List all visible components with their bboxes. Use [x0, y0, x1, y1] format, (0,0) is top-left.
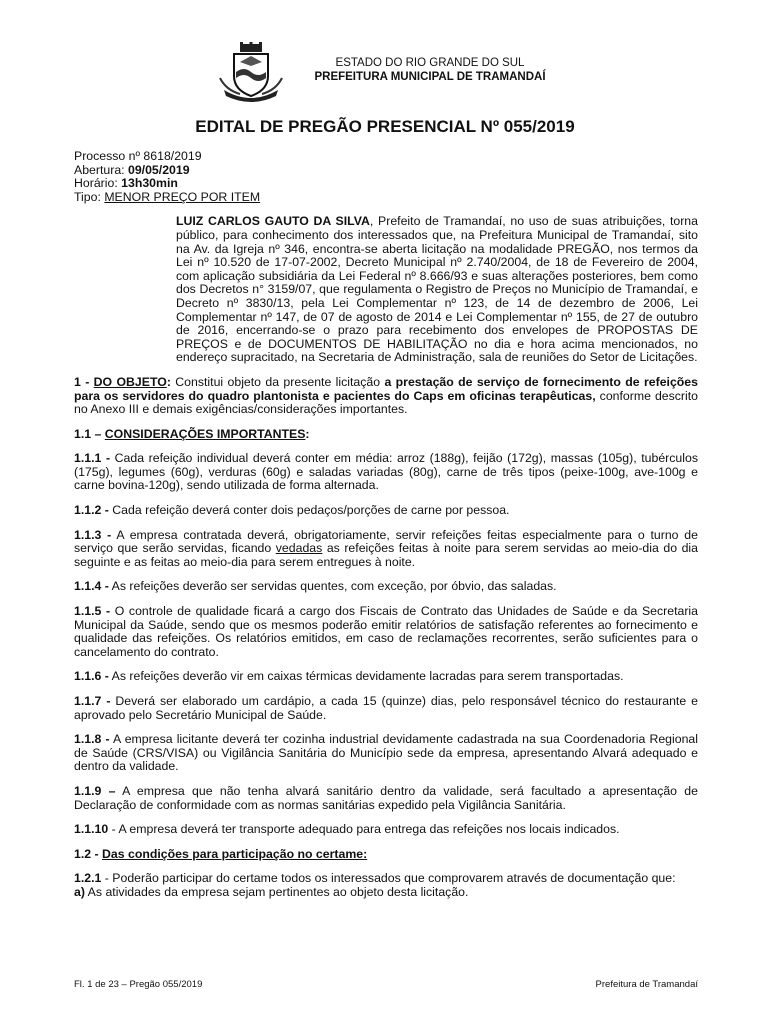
bid-type-value: MENOR PREÇO POR ITEM: [104, 189, 261, 204]
schedule-value: 13h30min: [121, 176, 178, 191]
item-text: A empresa licitante deverá ter cozinha industrial devidamente cadastrada na sua Coordenadoria Regional de Saúde (CRS/VISA) ou Vigilância Sanitária do Município sede da empresa, apresentando Alvará adequado e dentro da validade.: [74, 732, 698, 774]
coat-of-arms-icon: [216, 42, 286, 102]
section-1-tail: conforme descrito no Anexo III e demais exigências/considerações importantes.: [74, 388, 699, 417]
section-1-2-title: Das condições para participação no certame:: [102, 846, 368, 861]
item-text: - Poderão participar do certame todos os interessados que comprovarem através de documentação que:: [101, 871, 676, 886]
section-1-2-heading: [74, 848, 698, 862]
process-number: Processo nº 8618/2019: [74, 149, 202, 163]
section-1-1-number: 1.1 –: [74, 426, 105, 441]
item-text: Deverá ser elaborado um cardápio, a cada 15 (quinze) dias, pelo responsável técnico do restaurante e aprovado pelo Secretário Municipal de Saúde.: [74, 694, 698, 722]
item-1-1-10: [74, 823, 698, 837]
section-1-heading: DO OBJETO: [93, 374, 167, 389]
section-1-object: [74, 376, 698, 417]
item-text: As refeições deverão vir em caixas térmicas devidamente lacradas para serem transportadas.: [108, 669, 624, 684]
footer-organization: Prefeitura de Tramandaí: [595, 979, 698, 990]
item-number: 1.1.8 -: [74, 732, 110, 747]
item-text: A empresa contratada deverá, obrigatoriamente, servir refeições feitas especialmente para o turno de serviço que serão servidas, ficando: [74, 527, 698, 556]
item-number: 1.1.5 -: [74, 604, 111, 619]
section-1-object-bold: a prestação de serviço de fornecimento de refeições para os servidores do quadro plantonista e pacientes do Caps em oficinas terapêuticas,: [74, 374, 698, 403]
item-1-1-2: [74, 504, 698, 518]
item-underlined-word: vedadas: [275, 541, 323, 556]
item-letter: a): [74, 884, 85, 899]
section-1-text: Constitui objeto da presente licitação: [170, 374, 385, 389]
item-1-2-1: [74, 872, 698, 886]
intro-text: , Prefeito de Tramandaí, no uso de suas atribuições, torna público, para conhecimento dos interessados que, na Prefeitura Municipal de Tramandaí, sito na Av. da Igreja nº 346, encontra-se aberta licitação na modalidade PREGÃO, nos termos da Lei nº 10.520 de 17-07-2002, Decreto Municipal nº 2.740/2004, de 18 de Fevereiro de 2004, com aplicação subsidiária da Lei Federal nº 8.666/93 e suas alterações posteriores, bem como dos Decretos n° 3159/07, que regulamenta o Registro de Preços no Município de Tramandaí, e Decreto nº 3830/13, pela Lei Complementar nº 123, de 14 de dezembro de 2006, Lei Complementar nº 147, de 07 de agosto de 2014 e Lei Complementar nº 155, de 27 de outubro de 2016, encerrando-se o prazo para recebimento dos envelopes de PROPOSTAS DE PREÇOS e de DOCUMENTOS DE HABILITAÇÃO no dia e hora acima mencionados, no endereço supracitado, na Secretaria de Administração, sala de reuniões do Setor de Licitações.: [176, 214, 698, 365]
item-number: 1.1.2 -: [74, 503, 109, 518]
prefecture-name: PREFEITURA MUNICIPAL DE TRAMANDAÍ: [314, 71, 546, 83]
item-number: 1.1.3 -: [74, 527, 112, 542]
state-name: ESTADO DO RIO GRANDE DO SUL: [335, 57, 525, 69]
item-1-1-4: [74, 580, 698, 594]
item-1-1-7: [74, 695, 698, 722]
opening-date: [74, 164, 698, 178]
item-1-1-6: [74, 670, 698, 684]
document-title: EDITAL DE PREGÃO PRESENCIAL Nº 055/2019: [195, 117, 575, 136]
section-1-1-title: CONSIDERAÇÕES IMPORTANTES: [104, 426, 306, 441]
section-1-1-heading: [74, 428, 698, 442]
item-1-2-1-a: [74, 886, 698, 900]
item-text: A empresa que não tenha alvará sanitário dentro da validade, será facultado a apresentação de Declaração de conformidade com as normas sanitárias expedido pela Vigilância Sanitária.: [74, 783, 698, 812]
schedule-label: Horário:: [74, 176, 122, 191]
section-1-number: 1 -: [74, 374, 94, 389]
item-number: 1.1.6 -: [74, 669, 109, 684]
item-1-1-1: [74, 452, 698, 493]
section-1-1-colon: :: [305, 426, 310, 441]
item-number: 1.1.4 -: [74, 579, 109, 594]
item-text: Cada refeição deverá conter dois pedaços/porções de carne por pessoa.: [108, 503, 510, 518]
section-1-colon: :: [166, 374, 171, 389]
item-number: 1.2.1: [74, 871, 102, 886]
opening-label: Abertura:: [74, 162, 128, 177]
document-body: [74, 150, 698, 900]
item-text: As atividades da empresa sejam pertinentes ao objeto desta licitação.: [84, 884, 469, 899]
bid-type: [74, 191, 698, 205]
header-block: [300, 56, 560, 84]
item-1-1-8: [74, 733, 698, 774]
item-number: 1.1.1 -: [74, 451, 111, 466]
item-text: As refeições deverão ser servidas quentes, com exceção, por óbvio, das saladas.: [108, 579, 557, 594]
item-number: 1.1.10: [74, 822, 109, 837]
item-text: O controle de qualidade ficará a cargo dos Fiscais de Contrato das Unidades de Saúde e da Secretaria Municipal da Saúde, sendo que os mesmos poderão emitir relatórios de satisfação referentes ao fornecimento e qualidade das refeições. Os relatórios emitidos, em caso de reclamações recorrentes, serão suficientes para o cancelamento do contrato.: [74, 604, 699, 659]
item-1-1-3: [74, 529, 698, 570]
intro-paragraph: [74, 215, 698, 365]
item-1-1-5: [74, 605, 698, 659]
schedule: [74, 177, 698, 191]
item-text: - A empresa deverá ter transporte adequado para entrega das refeições nos locais indicados.: [108, 822, 620, 837]
footer-page-info: Fl. 1 de 23 – Pregão 055/2019: [74, 979, 203, 990]
bid-type-label: Tipo:: [74, 189, 105, 204]
process-meta: [74, 150, 698, 204]
mayor-name: LUIZ CARLOS GAUTO DA SILVA: [176, 214, 370, 229]
item-1-1-9: [74, 785, 698, 812]
section-1-2-number: 1.2 -: [74, 846, 103, 861]
item-text: Cada refeição individual deverá conter em média: arroz (188g), feijão (172g), massas (105g), tubérculos (175g), legumes (60g), verduras (60g) e saladas variadas (80g), carne de três tipos (peixe-100g, ave-100g e carne bovina-120g), sendo utilizada de forma alternada.: [74, 451, 698, 493]
opening-value: 09/05/2019: [128, 162, 190, 177]
item-text: as refeições feitas à noite para serem servidas ao meio-dia do dia seguinte e as feitas ao meio-dia para serem entregues à noite.: [74, 541, 698, 569]
item-number: 1.1.9 –: [74, 783, 116, 798]
item-number: 1.1.7 -: [74, 694, 111, 708]
